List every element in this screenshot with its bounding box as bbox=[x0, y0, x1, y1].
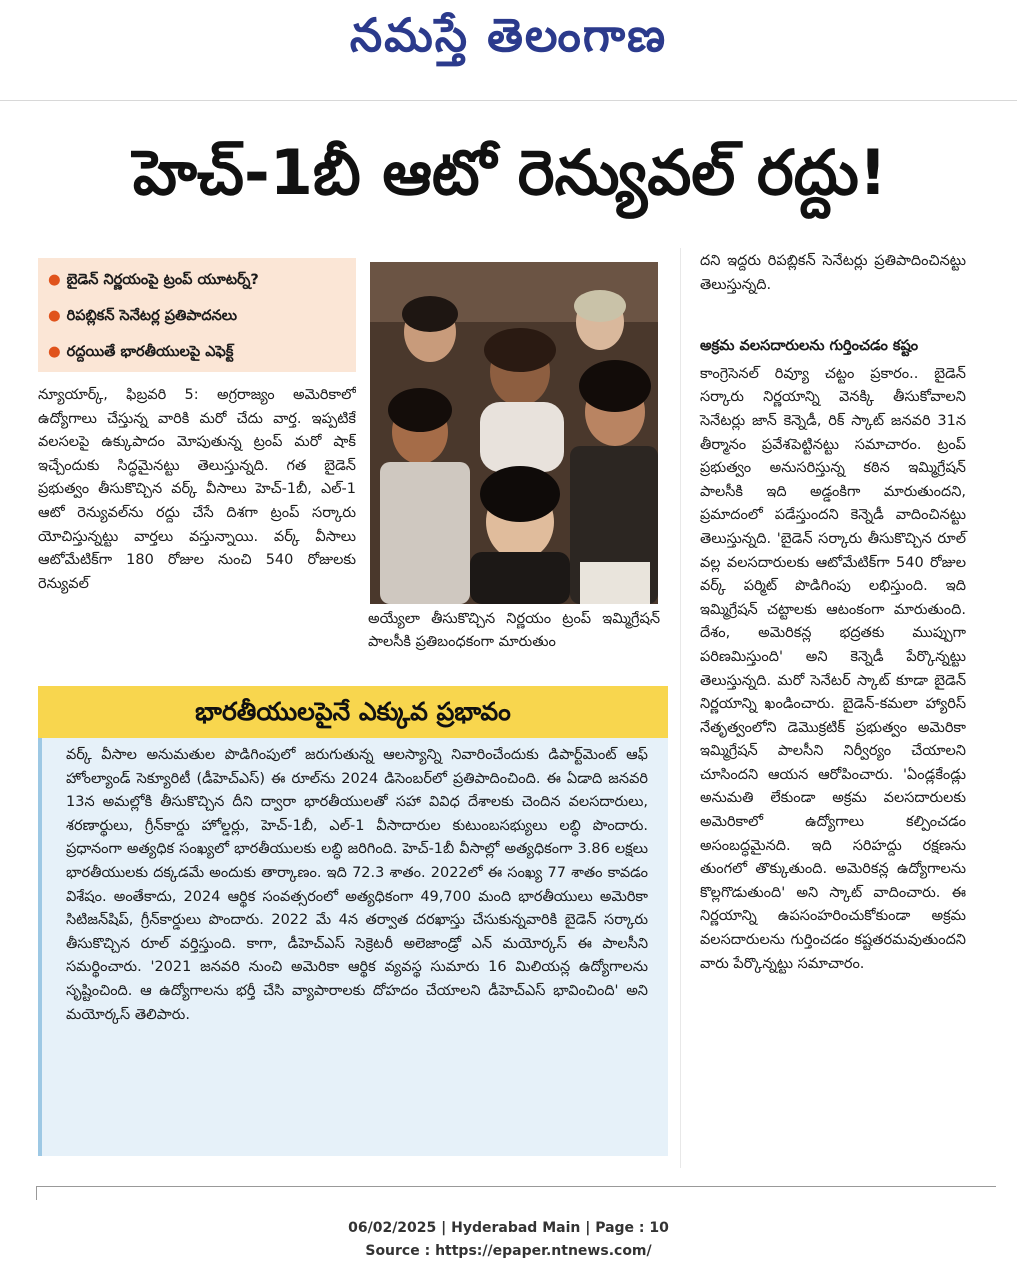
bullet-dot-icon: ● bbox=[48, 344, 61, 360]
left-column-text bbox=[38, 384, 356, 674]
right-column-subheading: అక్రమ వలసదారులను గుర్తించడం కష్టం bbox=[700, 338, 919, 355]
newspaper-masthead: నమస్తే తెలంగాణ bbox=[349, 8, 668, 62]
article-headline: హెచ్-1బీ ఆటో రెన్యువల్ రద్దు! bbox=[132, 136, 888, 209]
right-column-intro: దని ఇద్దరు రిపబ్లికన్ సెనేటర్లు ప్రతిపాదించినట్టు తెలుస్తున్నది. bbox=[700, 253, 966, 293]
footer-source: Source : https://epaper.ntnews.com/ bbox=[365, 1243, 652, 1259]
column-divider bbox=[680, 248, 681, 1168]
bullet-text: రద్దయితే భారతీయులపై ఎఫెక్ట్ bbox=[66, 344, 234, 360]
masthead-divider bbox=[0, 100, 1017, 101]
left-column-paragraph: న్యూయార్క్, ఫిబ్రవరి 5: అగ్రరాజ్యం అమెరికాలో ఉద్యోగాలు చేస్తున్న వారికి మరో చేదు వార్త. ఇప్పటికే వలసలపై ఉక్కుపాదం మోపుతున్న ట్రంప్ మరో షాక్ ఇచ్చేందుకు సిద్ధమైనట్టు తెలుస్తున్నది. గత బైడెన్ ప్రభుత్వం తీసుకొచ్చిన వర్క్ వీసాలు హెచ్-1బీ, ఎల్-1 ఆటో రెన్యువల్‌ను రద్దు చేసే దిశగా ట్రంప్ సర్కారు యోచిస్తున్నట్టు వార్తలు వస్తున్నాయి. వర్క్ వీసాలు ఆటోమేటిక్‌గా 180 రోజుల నుంచి 540 రోజులకు రెన్యువల్ bbox=[38, 387, 356, 592]
spacer bbox=[700, 297, 966, 335]
right-column-body: కాంగ్రెసెనల్ రివ్యూ చట్టం ప్రకారం.. బైడెన్ సర్కారు నిర్ణయాన్ని వెనక్కి తీసుకోవాలని సెనేటర్లు జాన్ కెన్నెడీ, రిక్ స్కాట్ జనవరి 31న తీర్మానం ప్రవేశపెట్టినట్టు సమాచారం. ట్రంప్ ప్రభుత్వం అనుసరిస్తున్న కఠిన ఇమ్మిగ్రేషన్ పాలసీకి ఇది అడ్డంకిగా మారుతుందని, ప్రమాదంలో పడేస్తుందని కెన్నెడీ వాదించినట్టు తెలుస్తున్నది. 'బైడెన్ సర్కారు తీసుకొచ్చిన రూల్ వల్ల వలసదారులకు ఆటోమేటిక్‌గా 540 రోజుల వర్క్ పర్మిట్ పొడిగింపు లభిస్తుంది. ఇది ఇమ్మిగ్రేషన్ చట్టాలకు ఆటంకంగా మారుతుంది. దేశం, అమెరికన్ల భద్రతకు ముప్పుగా పరిణమిస్తుంది' అని కెన్నెడీ పేర్కొన్నట్టు తెలుస్తున్నది. మరో సెనేటర్ స్కాట్ కూడా బైడెన్ నిర్ణయాన్ని ఖండించారు. బైడెన్-కమలా హ్యారిస్ నేతృత్వంలోని డెమొక్రటిక్ ప్రభుత్వం అమెరికా ఇమ్మిగ్రేషన్ పాలసీని నిర్వీర్యం చేయాలని చూసిందని ఆయన ఆరోపించారు. 'ఏండ్లకేండ్లు అనుమతి లేకుండా అక్రమ వలసదారులకు అమెరికాలో ఉద్యోగాలు కల్పించడం అసంబద్ధమైనది. ఇది సరిహద్దు రక్షణను తుంగలో తొక్కుతుంది. అమెరికన్ల ఉద్యోగాలను కొల్లగొడుతుంది' అని స్కాట్ వాదించారు. ఈ నిర్ణయాన్ని ఉపసంహరించుకోకుండా అక్రమ వలసదారులను గుర్తించడం కష్టతరమవుతుందని వారు పేర్కొన్నట్టు సమాచారం. bbox=[700, 365, 966, 972]
photo-caption-continuation: అయ్యేలా తీసుకొచ్చిన నిర్ణయం ట్రంప్ ఇమ్మిగ్రేషన్ పాలసీకి ప్రతిబంధకంగా మారుతుం bbox=[368, 611, 660, 650]
box-heading: భారతీయులపైనే ఎక్కువ ప్రభావం bbox=[38, 686, 668, 738]
bullet-dot-icon: ● bbox=[48, 308, 61, 324]
bullet-item bbox=[38, 334, 356, 370]
footer-date-edition: 06/02/2025 | Hyderabad Main | Page : 10 bbox=[348, 1220, 669, 1236]
page-bottom-tick bbox=[36, 1186, 37, 1200]
bullet-item bbox=[38, 262, 356, 298]
bullet-text: బైడెన్ నిర్ణయంపై ట్రంప్ యూటర్న్? bbox=[66, 272, 259, 288]
box-body bbox=[38, 738, 668, 1156]
bullet-dot-icon: ● bbox=[48, 272, 61, 288]
highlight-bullets bbox=[38, 258, 356, 372]
bullet-text: రిపబ్లికన్ సెనేటర్ల ప్రతిపాదనలు bbox=[66, 308, 238, 324]
right-column-text bbox=[700, 250, 966, 976]
page-bottom-rule bbox=[36, 1186, 996, 1187]
box-body-paragraph: వర్క్ వీసాల అనుమతుల పొడిగింపులో జరుగుతున్న ఆలస్యాన్ని నివారించేందుకు డిపార్ట్‌మెంట్ ఆఫ్ హోంల్యాండ్ సెక్యూరిటీ (డీహెచ్‌ఎస్) ఈ రూల్‌ను 2024 డిసెంబర్‌లో ప్రతిపాదించింది. ఈ ఏడాది జనవరి 13న అమల్లోకి తీసుకొచ్చిన దీని ద్వారా భారతీయులతో సహా వివిధ దేశాలకు చెందిన వలసదారులు, శరణార్థులు, గ్రీన్‌కార్డు హోల్డర్లు, హెచ్-1బీ, ఎల్-1 వీసాదారుల కుటుంబసభ్యులు లబ్ధి పొందారు. ప్రధానంగా అత్యధిక సంఖ్యలో భారతీయులకు లబ్ధి జరిగింది. హెచ్-1బీ వీసాల్లో అత్యధికంగా 3.86 లక్షలు భారతీయులకు దక్కడమే అందుకు తార్కాణం. ఇది 72.3 శాతం. 2022లో ఈ సంఖ్య 77 శాతం కావడం విశేషం. అంతేకాదు, 2024 ఆర్థిక సంవత్సరంలో అత్యధికంగా 49,700 మంది భారతీయులు అమెరికా సిటిజన్‌షిప్, గ్రీన్‌కార్డులు పొందారు. 2022 మే 4న తర్వాత దరఖాస్తు చేసుకున్నవారికి బైడెన్ సర్కారు తీసుకొచ్చిన రూల్ వర్తిస్తుంది. కాగా, డీహెచ్‌ఎస్ సెక్రెటరీ అలెజాండ్రో ఎన్ మయోర్కస్ ఈ పాలసీని సమర్థించారు. '2021 జనవరి నుంచి అమెరికా ఆర్థిక వ్యవస్థ సుమారు 16 మిలియన్ల ఉద్యోగాలను సృష్టించింది. ఆ ఉద్యోగాలను భర్తీ చేసి వ్యాపారాలకు దోహదం చేయాలని డీహెచ్‌ఎస్ భావించింది' అని మయోర్కస్ తెలిపారు. bbox=[66, 747, 648, 1023]
students-photo-illustration bbox=[370, 262, 658, 604]
bullet-item bbox=[38, 298, 356, 334]
students-photo bbox=[370, 262, 658, 604]
